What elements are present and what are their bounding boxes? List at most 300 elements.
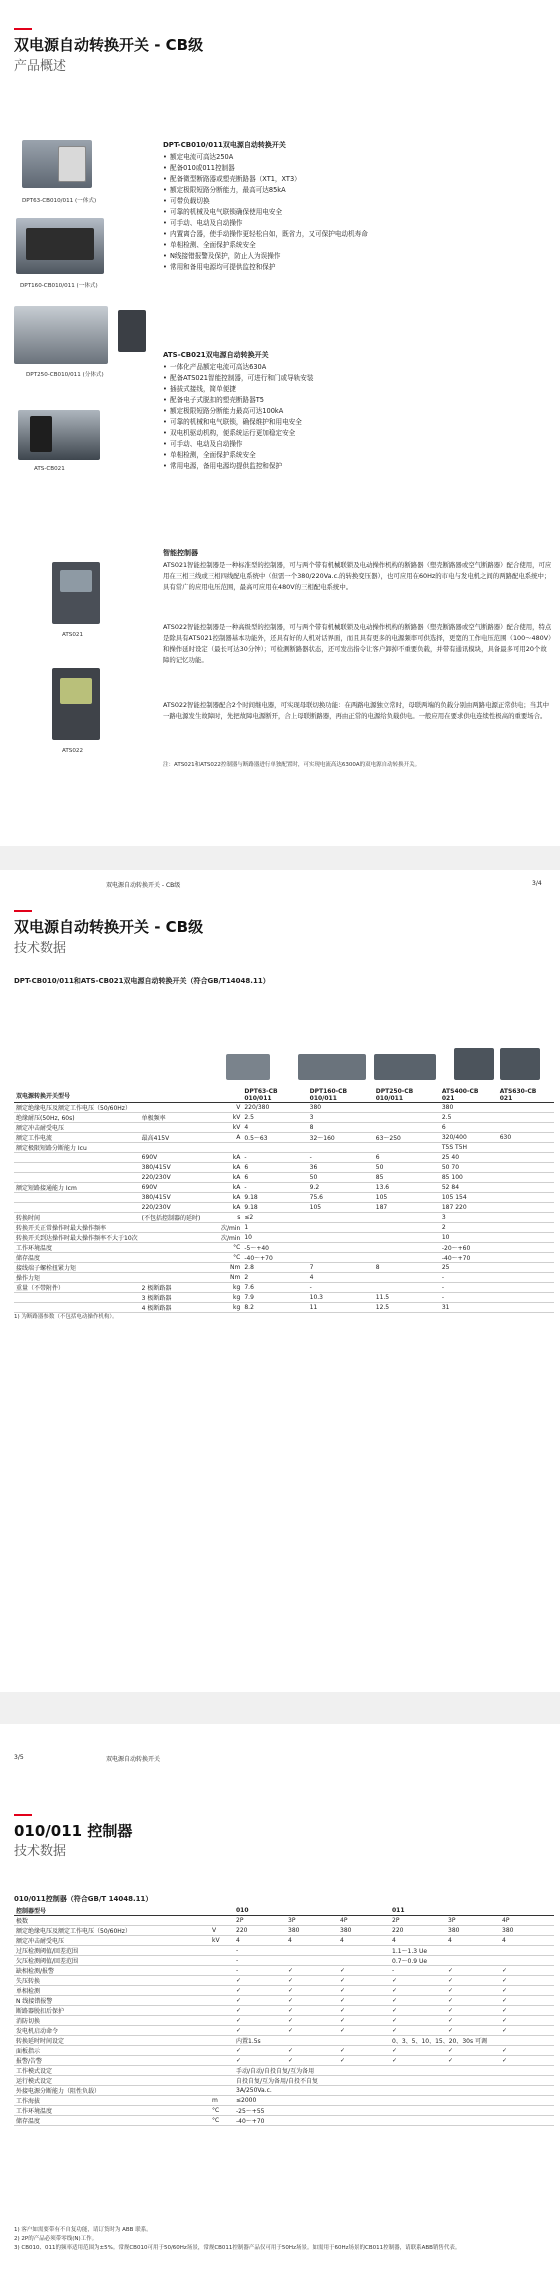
table-cell	[210, 2066, 234, 2076]
page-subtitle: 产品概述	[14, 59, 67, 74]
check-icon: ✓	[338, 1996, 390, 2006]
table-cell	[210, 1976, 234, 1986]
table-cell: 2.8	[242, 1263, 307, 1273]
table-cell: 重量（不带附件）	[14, 1283, 140, 1293]
table-cell: 接线端子螺栓扭紧力矩	[14, 1263, 140, 1273]
table-cell	[210, 2036, 234, 2046]
check-icon: ✓	[234, 2046, 286, 2056]
table-cell	[308, 1233, 374, 1243]
table-cell	[14, 1193, 140, 1203]
check-icon: ✓	[286, 1996, 338, 2006]
table-cell: 7	[308, 1263, 374, 1273]
page-subtitle: 技术数据	[14, 1844, 67, 1859]
check-icon: ✓	[446, 2056, 500, 2066]
check-icon: ✓	[446, 2016, 500, 2026]
table-cell: 9.18	[242, 1193, 307, 1203]
table-cell: 380	[338, 1926, 390, 1936]
table-cell: 4	[242, 1123, 307, 1133]
table-cell: A	[202, 1133, 242, 1143]
table-cell: V	[202, 1103, 242, 1113]
check-icon: ✓	[390, 2016, 446, 2026]
check-icon: ✓	[338, 2016, 390, 2026]
table-row	[14, 1113, 554, 1123]
table-cell	[374, 1243, 440, 1253]
table-cell: 极数	[14, 1916, 210, 1926]
table-cell	[210, 1986, 234, 1996]
table-cell: kg	[202, 1303, 242, 1313]
footnote: 1) 客户如需要带有不自复功能，请订货时为 ABB 联系。	[14, 2227, 152, 2233]
column-group-header: 010	[234, 1906, 390, 1916]
table-cell: 0.5～63	[242, 1133, 307, 1143]
table-cell: -5～+40	[242, 1243, 307, 1253]
table-cell: 690V	[140, 1153, 203, 1163]
table-cell: 额定绝缘电压及额定工作电压（50/60Hz）	[14, 1926, 210, 1936]
table-row	[14, 1986, 554, 1996]
table-cell: 380	[308, 1103, 374, 1113]
table-cell: 31	[440, 1303, 498, 1313]
table-cell: 控制器型号	[14, 1906, 210, 1916]
table-cell	[498, 1223, 554, 1233]
table-cell: 12.5	[374, 1303, 440, 1313]
check-icon: ✓	[500, 2006, 554, 2016]
check-icon: ✓	[286, 2026, 338, 2036]
table-cell: 4	[308, 1273, 374, 1283]
table-cell	[374, 1233, 440, 1243]
check-icon: ✓	[338, 1976, 390, 1986]
list-item: • 配备ATS021智能控制器，可进行和门或导轨安装	[163, 373, 313, 384]
product-image-dpt250	[14, 306, 108, 364]
check-icon: ✓	[446, 2026, 500, 2036]
check-icon: ✓	[286, 1976, 338, 1986]
table-cell	[210, 1956, 234, 1966]
table-cell: 2	[242, 1273, 307, 1283]
table-cell: 380	[286, 1926, 338, 1936]
table-cell: 面板指示	[14, 2046, 210, 2056]
table-cell: 内置1.5s	[234, 2036, 390, 2046]
table-cell: 8	[308, 1123, 374, 1133]
footnote: 3) CB010、011的频率适用范围为±5%。常规CB010可用于50/60Hz场景，常规CB011控制器产品仅可用于50Hz场景。如需用于60Hz场景的CB011控制器，请联系ABB销售代表。	[14, 2245, 461, 2251]
check-icon: ✓	[338, 2046, 390, 2056]
check-icon: ✓	[390, 1996, 446, 2006]
table-cell: -	[234, 1966, 286, 1976]
table-cell: -40～+70	[242, 1253, 307, 1263]
check-icon: ✓	[338, 1986, 390, 1996]
table-row	[14, 1283, 554, 1293]
table-cell: 过压检测阈值/回差范围	[14, 1946, 210, 1956]
list-item: • 可手动、电动及自动操作	[163, 218, 368, 229]
table-cell: 220/380	[242, 1103, 307, 1113]
section-heading-dpt: DPT-CB010/011双电源自动转换开关	[163, 141, 286, 149]
table-cell: 4P	[338, 1916, 390, 1926]
feature-list-ats	[163, 362, 313, 472]
check-icon: ✓	[390, 2056, 446, 2066]
note-ats: 注：ATS021和ATS022控制器与断路器进行单独配置时，可实现电流高达6300A的双电源自动转换开关。	[163, 762, 421, 768]
check-icon: ✓	[234, 1996, 286, 2006]
table-cell: 工作海拔	[14, 2096, 210, 2106]
table-cell: 额定绝缘电压及额定工作电压（50/60Hz）	[14, 1103, 140, 1113]
table-cell	[210, 1996, 234, 2006]
caption-ats021: ATS021	[62, 632, 84, 638]
spec-table-body	[14, 1103, 554, 1313]
table-cell: 3	[308, 1113, 374, 1123]
list-item: • 一体化产品额定电流可高达630A	[163, 362, 313, 373]
check-icon: ✓	[446, 1986, 500, 1996]
table-cell	[498, 1263, 554, 1273]
table-cell: 工作环境温度	[14, 1243, 140, 1253]
table-cell: -40～+70	[440, 1253, 498, 1263]
table-cell: 自投自复/互为备用/自投不自复	[234, 2076, 554, 2086]
caption-dpt250: DPT250-CB010/011 (分体式)	[26, 372, 104, 378]
table-cell: -20～+60	[440, 1243, 498, 1253]
table-row	[14, 1293, 554, 1303]
check-icon: ✓	[390, 2006, 446, 2016]
table-cell: 3P	[286, 1916, 338, 1926]
paragraph-ats022: ATS022智能控制器是一种高级型的控制器，可与两个带有机械联锁及电动操作机构的断路器（塑壳断路器或空气断路器）配合使用，特点是除具有ATS021控制器基本功能外，还具有好的人机对话界面，而且具有更多的电源频率可供选择，更宽的工作电压范围（100～480V）和操作延时设定（最长可达30分钟）；可检测断路器状态，还可发出指令让客户卸掉不重要负载，并带有通讯模块，具备最多可用20个故障的记忆功能。	[163, 623, 552, 664]
table-cell: 额定冲击耐受电压	[14, 1123, 140, 1133]
table-cell: 手动/自动/自投自复/互为备用	[234, 2066, 554, 2076]
table-cell: 3	[440, 1213, 498, 1223]
table-cell: -	[234, 1956, 286, 1966]
table-cell	[140, 1233, 203, 1243]
table-cell	[338, 2096, 390, 2106]
check-icon: ✓	[500, 1996, 554, 2006]
table-cell: 次/min	[202, 1233, 242, 1243]
table-cell: -	[242, 1183, 307, 1193]
table-cell	[14, 1153, 140, 1163]
table-cell	[210, 2056, 234, 2066]
product-image-ats022-display	[60, 678, 92, 704]
table-cell	[498, 1143, 554, 1153]
table-cell	[498, 1203, 554, 1213]
table-cell: -25～+55	[234, 2106, 554, 2116]
table-row	[14, 1183, 554, 1193]
table-cell: kV	[210, 1936, 234, 1946]
list-item: • 额定极限短路分断能力最高可达100kA	[163, 406, 313, 417]
table-row	[14, 1153, 554, 1163]
check-icon: ✓	[234, 2056, 286, 2066]
feature-list-dpt	[163, 152, 368, 273]
table-cell: 105 154	[440, 1193, 498, 1203]
table-cell	[286, 1956, 338, 1966]
check-icon: ✓	[500, 1976, 554, 1986]
table-cell: 220/230V	[140, 1173, 203, 1183]
list-item: • 配备微型断路器或塑壳断路器（XT1，XT3）	[163, 174, 368, 185]
table-cell	[374, 1113, 440, 1123]
table-cell: 绝缘耐压(50Hz, 60s)	[14, 1113, 140, 1123]
section-heading-controller: 智能控制器	[163, 549, 198, 557]
table-cell	[140, 1143, 203, 1153]
check-icon: ✓	[390, 2046, 446, 2056]
check-icon: ✓	[500, 1966, 554, 1976]
table-cell: Nm	[202, 1273, 242, 1283]
table-cell	[210, 2006, 234, 2016]
table-row	[14, 2056, 554, 2066]
check-icon: ✓	[234, 1976, 286, 1986]
product-thumb-dpt250	[374, 1054, 436, 1080]
controller-table	[14, 1906, 554, 2126]
table-cell: 9.2	[308, 1183, 374, 1193]
list-item: • 单相检测，全面保护系统安全	[163, 450, 313, 461]
table-cell	[308, 1213, 374, 1223]
table-cell: 2.5	[242, 1113, 307, 1123]
table-cell: 10	[440, 1233, 498, 1243]
section-heading-ats: ATS-CB021双电源自动转换开关	[163, 351, 269, 359]
table-row	[14, 1173, 554, 1183]
check-icon: ✓	[500, 1986, 554, 1996]
table-cell: 52 84	[440, 1183, 498, 1193]
table-cell: 双电源转换开关型号	[14, 1088, 140, 1103]
check-icon: ✓	[286, 1986, 338, 1996]
table-cell: 187 220	[440, 1203, 498, 1213]
table-cell: 工作环境温度	[14, 2106, 210, 2116]
product-image-ats021-display	[60, 570, 92, 592]
check-icon: ✓	[234, 2026, 286, 2036]
table-cell	[498, 1163, 554, 1173]
table-row	[14, 1223, 554, 1233]
table-cell	[498, 1213, 554, 1223]
controller-table-body	[14, 1916, 554, 2126]
page-3	[0, 1740, 560, 2282]
list-item: • 配备电子式脱扣的塑壳断路器T5	[163, 395, 313, 406]
check-icon: ✓	[286, 2046, 338, 2056]
check-icon: ✓	[390, 1976, 446, 1986]
table-cell	[286, 2096, 338, 2106]
table-cell: °C	[210, 2106, 234, 2116]
table-cell: 额定极限短路分断能力 Icu	[14, 1143, 140, 1153]
table-cell	[308, 1253, 374, 1263]
table-cell: 6	[242, 1173, 307, 1183]
table-cell: 690V	[140, 1183, 203, 1193]
column-header: ATS630-CB 021	[498, 1088, 554, 1103]
table-cell	[374, 1253, 440, 1263]
table-row	[14, 1103, 554, 1113]
table-cell	[498, 1243, 554, 1253]
table-cell: T5S T5H	[440, 1143, 498, 1153]
caption-dpt160: DPT160-CB010/011 (一体式)	[20, 283, 98, 289]
table-cell: 转换开关到达操作时最大操作频率不大于10次	[14, 1233, 140, 1243]
table-cell: 单极频率	[140, 1113, 203, 1123]
check-icon: ✓	[234, 1986, 286, 1996]
table-cell: 630	[498, 1133, 554, 1143]
check-icon: ✓	[500, 2016, 554, 2026]
table-cell: 1	[242, 1223, 307, 1233]
table-cell	[498, 1123, 554, 1133]
list-item: • N线接错报警及保护，防止人为误操作	[163, 251, 368, 262]
table-cell: kg	[202, 1293, 242, 1303]
table-row	[14, 2116, 554, 2126]
list-item: • 内置离合器，使手动操作更轻松自如，既省力，又可保护电动机寿命	[163, 229, 368, 240]
table-cell: 额定工作电流	[14, 1133, 140, 1143]
table-cell: 25	[440, 1263, 498, 1273]
page-title: 双电源自动转换开关 - CB级	[14, 918, 204, 936]
check-icon: ✓	[234, 2006, 286, 2016]
paragraph-ats021: ATS021智能控制器是一种标准型的控制器，可与两个带有机械联锁及电动操作机构的断路器（塑壳断路器或空气断路器）配合使用，可应用在三相三线或三相四线配电系统中（但需一个380/220Va.c.的转换变压器），也可应用在60Hz的市电与发电机之间的两路配电系统中；具有常广的应用电压范围，最高可应用在480V的三相配电系统中。	[163, 561, 552, 591]
table-cell: 7.9	[242, 1293, 307, 1303]
table-cell	[14, 1203, 140, 1213]
table-row	[14, 1163, 554, 1173]
table-row	[14, 1123, 554, 1133]
table-cell	[210, 2086, 234, 2096]
table-cell	[140, 1243, 203, 1253]
table-cell: 63～250	[374, 1133, 440, 1143]
table-row	[14, 1926, 554, 1936]
list-item: • 双电机驱动机构，便系统运行更加稳定安全	[163, 428, 313, 439]
table-cell	[210, 2016, 234, 2026]
table-cell: kg	[202, 1283, 242, 1293]
table-cell	[498, 1273, 554, 1283]
title-accent-bar	[14, 1814, 32, 1816]
table-cell: kA	[202, 1153, 242, 1163]
table-cell: -40～+70	[234, 2116, 554, 2126]
table-cell: 25 40	[440, 1153, 498, 1163]
table-cell: -	[308, 1153, 374, 1163]
table-cell: 单相检测	[14, 1986, 210, 1996]
table-cell	[242, 1143, 307, 1153]
running-head: 双电源自动转换开关 - CB级	[106, 882, 181, 889]
table-row	[14, 1936, 554, 1946]
table-cell: 380/415V	[140, 1193, 203, 1203]
table-row	[14, 1303, 554, 1313]
table-cell: 10.3	[308, 1293, 374, 1303]
table-cell: 消防切换	[14, 2016, 210, 2026]
table-row	[14, 1273, 554, 1283]
table-cell: 运行模式设定	[14, 2076, 210, 2086]
check-icon: ✓	[500, 2046, 554, 2056]
table-cell: 6	[374, 1153, 440, 1163]
table-row	[14, 2086, 554, 2096]
table-row	[14, 1253, 554, 1263]
table-cell	[498, 1113, 554, 1123]
table-cell: 2P	[390, 1916, 446, 1926]
table-cell: 转换开关正常操作时最大操作频率	[14, 1223, 140, 1233]
table-cell	[374, 1283, 440, 1293]
page-number: 3/5	[14, 1754, 24, 1761]
table-cell: Nm	[202, 1263, 242, 1273]
table-cell: 2P	[234, 1916, 286, 1926]
table-cell: 4P	[500, 1916, 554, 1926]
table-cell: kV	[202, 1123, 242, 1133]
table-cell: 2.5	[440, 1113, 498, 1123]
table-cell: 4	[234, 1936, 286, 1946]
table-cell: kV	[202, 1113, 242, 1123]
table-cell	[210, 2076, 234, 2086]
table-cell	[390, 2096, 446, 2106]
product-image-dpt250-panel	[118, 310, 146, 352]
table-cell: -	[440, 1293, 498, 1303]
table-cell	[498, 1183, 554, 1193]
column-header: DPT160-CB 010/011	[308, 1088, 374, 1103]
table-cell: 220	[390, 1926, 446, 1936]
list-item: • 常用电源，备用电源均提供监控和保护	[163, 461, 313, 472]
table-cell: 储存温度	[14, 2116, 210, 2126]
table-cell: 3P	[446, 1916, 500, 1926]
product-image-ats-cb021-controller	[30, 416, 52, 452]
table-cell: °C	[202, 1243, 242, 1253]
table-cell	[210, 1916, 234, 1926]
table-cell: 发电机启动命令	[14, 2026, 210, 2036]
table-row	[14, 1213, 554, 1223]
spec-table	[14, 1088, 554, 1313]
table-cell	[374, 1273, 440, 1283]
table-cell	[210, 2046, 234, 2056]
table-cell: 2	[440, 1223, 498, 1233]
check-icon: ✓	[338, 2006, 390, 2016]
table-cell	[374, 1103, 440, 1113]
product-image-dpt63-switch	[58, 146, 86, 182]
table-cell: kA	[202, 1193, 242, 1203]
column-group-header: 011	[390, 1906, 554, 1916]
table-cell	[500, 2096, 554, 2106]
list-item: • 可靠的机械及电气联锁确保使用电安全	[163, 207, 368, 218]
table-cell: 断路器脱扣后保护	[14, 2006, 210, 2016]
table-cell: 缺相检测/报警	[14, 1966, 210, 1976]
table-cell: -	[390, 1966, 446, 1976]
table-cell: -	[440, 1273, 498, 1283]
product-thumb-dpt160	[298, 1054, 366, 1080]
table-cell	[374, 1123, 440, 1133]
check-icon: ✓	[446, 1996, 500, 2006]
table-cell: 380	[446, 1926, 500, 1936]
table-cell	[374, 1213, 440, 1223]
table-row	[14, 2036, 554, 2046]
list-item: • 配备010或011控制器	[163, 163, 368, 174]
table-cell: 1.1～1.3 Ue	[390, 1946, 554, 1956]
table-cell: N 线接错报警	[14, 1996, 210, 2006]
table-cell: 11.5	[374, 1293, 440, 1303]
table-cell: ≤2000	[234, 2096, 286, 2106]
table-header-row	[14, 1906, 554, 1916]
table-cell: 4	[338, 1936, 390, 1946]
table-row	[14, 1233, 554, 1243]
table-row	[14, 1263, 554, 1273]
check-icon: ✓	[286, 2056, 338, 2066]
table-cell	[210, 2026, 234, 2036]
table-row	[14, 2096, 554, 2106]
table-cell: 75.6	[308, 1193, 374, 1203]
table-cell	[498, 1303, 554, 1313]
table-row	[14, 1946, 554, 1956]
table-cell: kA	[202, 1163, 242, 1173]
table-row	[14, 2066, 554, 2076]
table-row	[14, 2016, 554, 2026]
title-accent-bar	[14, 28, 32, 30]
product-thumb-ats630	[500, 1048, 540, 1080]
table-cell	[140, 1253, 203, 1263]
table-cell: -	[440, 1283, 498, 1293]
table-cell: 额定冲击耐受电压	[14, 1936, 210, 1946]
table-row	[14, 1243, 554, 1253]
table-cell: 85 100	[440, 1173, 498, 1183]
table-cell: 50	[308, 1173, 374, 1183]
check-icon: ✓	[286, 1966, 338, 1976]
table-cell: 11	[308, 1303, 374, 1313]
table-cell: °C	[202, 1253, 242, 1263]
table-title: 010/011控制器（符合GB/T 14048.11）	[14, 1895, 153, 1903]
table-cell: V	[210, 1926, 234, 1936]
table-cell	[338, 1956, 390, 1966]
table-cell: 380	[500, 1926, 554, 1936]
table-cell: 外接电源分断能力（阻性负载）	[14, 2086, 210, 2096]
table-cell: 报警/告警	[14, 2056, 210, 2066]
table-cell	[202, 1143, 242, 1153]
caption-ats022: ATS022	[62, 748, 84, 754]
table-cell: s	[202, 1213, 242, 1223]
caption-ats-cb021: ATS-CB021	[34, 466, 65, 472]
table-cell	[140, 1263, 203, 1273]
table-cell	[498, 1233, 554, 1243]
table-cell: 3 极断路器	[140, 1293, 203, 1303]
table-cell: 50 70	[440, 1163, 498, 1173]
